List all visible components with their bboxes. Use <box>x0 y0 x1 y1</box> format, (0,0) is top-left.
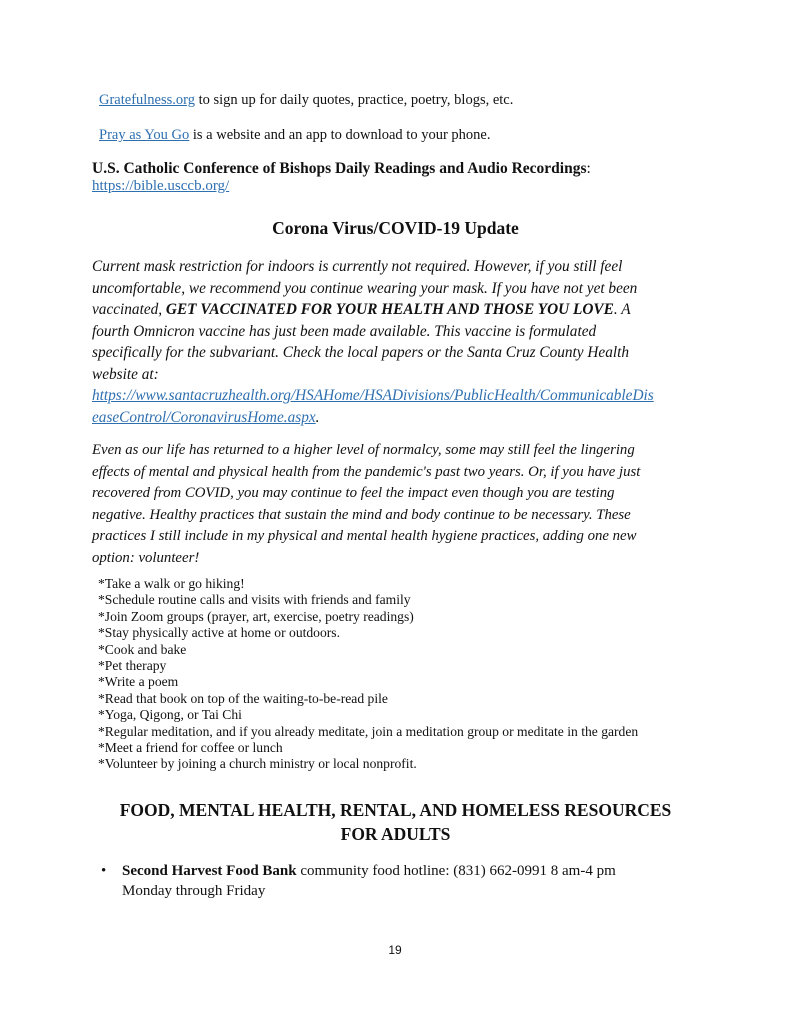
covid-para2-line: option: volunteer! <box>92 549 200 566</box>
practice-item: *Regular meditation, and if you already meditate, join a meditation group or meditate in the garden <box>98 723 639 739</box>
covid-paragraph-2 <box>92 440 640 569</box>
resource-name: Second Harvest Food Bank <box>122 863 297 879</box>
covid-para1-line: website at: <box>92 365 159 383</box>
santa-cruz-health-link[interactable]: https://www.santacruzhealth.org/HSAHome/HSADivisions/PublicHealth/CommunicableDis <box>92 387 654 404</box>
pray-as-you-go-link[interactable]: Pray as You Go <box>99 127 190 143</box>
resource-list-item <box>101 861 616 901</box>
covid-para1-text: . <box>315 408 320 426</box>
resources-title-line-1: FOOD, MENTAL HEALTH, RENTAL, AND HOMELESS RESOURCES <box>119 800 672 820</box>
pray-as-you-go-line <box>99 127 490 144</box>
practice-item: *Pet therapy <box>98 657 167 673</box>
practice-item: *Write a poem <box>98 674 179 690</box>
covid-para1-line <box>92 407 654 429</box>
practice-item: *Yoga, Qigong, or Tai Chi <box>98 707 242 723</box>
covid-para1-text: . A <box>613 301 631 318</box>
gratefulness-description: to sign up for daily quotes, practice, poetry, blogs, etc. <box>194 92 514 108</box>
usccb-link[interactable]: https://bible.usccb.org/ <box>92 178 230 194</box>
resource-description: community food hotline: (831) 662-0991 8 am-4 pm <box>296 863 616 879</box>
covid-para1-line <box>92 299 654 321</box>
pray-as-you-go-description: is a website and an app to download to your phone. <box>189 127 491 143</box>
covid-para2-line: practices I still include in my physical and mental health hygiene practices, adding one new <box>92 528 637 544</box>
covid-para1-line <box>92 385 654 407</box>
healthy-practices-list <box>98 576 638 773</box>
covid-para2-line: negative. Healthy practices that sustain the mind and body continue to be necessary. These <box>92 506 631 523</box>
covid-para2-line: effects of mental and physical health from the pandemic's past two years. Or, if you have just <box>92 463 641 480</box>
bullet-icon: • <box>101 863 107 879</box>
practice-item: *Volunteer by joining a church ministry or local nonprofit. <box>98 756 417 772</box>
practice-item: *Cook and bake <box>98 641 187 657</box>
practice-item: *Take a walk or go hiking! <box>98 576 245 591</box>
covid-para2-line: recovered from COVID, you may continue to feel the impact even though you are testing <box>92 485 615 501</box>
covid-para1-text: vaccinated, <box>92 301 166 318</box>
santa-cruz-health-link-continued[interactable]: easeControl/CoronavirusHome.aspx <box>92 408 316 426</box>
practice-item: *Stay physically active at home or outdoors. <box>98 625 340 641</box>
practice-item: *Join Zoom groups (prayer, art, exercise, poetry readings) <box>98 608 414 624</box>
page-number: 19 <box>388 943 402 957</box>
practice-item: *Read that book on top of the waiting-to-be-read pile <box>98 690 388 706</box>
usccb-heading-line <box>92 160 591 178</box>
usccb-heading: U.S. Catholic Conference of Bishops Daily Readings and Audio Recordings <box>92 160 587 177</box>
covid-para2-line: Even as our life has returned to a higher level of normalcy, some may still feel the lingering <box>92 442 635 458</box>
gratefulness-line <box>99 92 513 109</box>
vaccination-callout: GET VACCINATED FOR YOUR HEALTH AND THOSE YOU LOVE <box>165 301 614 318</box>
resource-description-continued: Monday through Friday <box>122 883 266 899</box>
usccb-heading-colon: : <box>586 160 591 177</box>
practice-item: *Meet a friend for coffee or lunch <box>98 739 283 755</box>
resources-title-line-2: FOR ADULTS <box>340 824 451 844</box>
resources-section-title <box>0 798 791 846</box>
covid-para1-line: uncomfortable, we recommend you continue wearing your mask. If you have not yet been <box>92 279 638 297</box>
covid-section-title: Corona Virus/COVID-19 Update <box>272 218 519 238</box>
usccb-link-line <box>92 178 229 195</box>
covid-paragraph-1 <box>92 256 654 428</box>
practice-item: *Schedule routine calls and visits with friends and family <box>98 592 411 608</box>
covid-para1-line: fourth Omnicron vaccine has just been made available. This vaccine is formulated <box>92 322 597 340</box>
gratefulness-link[interactable]: Gratefulness.org <box>99 92 195 108</box>
covid-para1-line: Current mask restriction for indoors is currently not required. However, if you still feel <box>92 258 623 275</box>
covid-para1-line: specifically for the subvariant. Check the local papers or the Santa Cruz County Health <box>92 344 630 361</box>
